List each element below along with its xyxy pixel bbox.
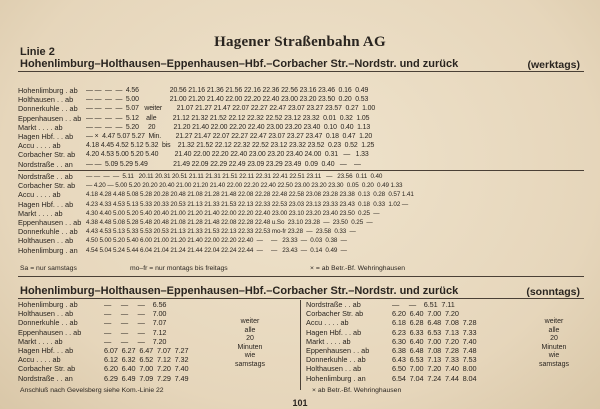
divider — [18, 298, 584, 299]
sunday-right-note: × ab Betr.-Bf. Wehringhausen — [312, 387, 402, 394]
weekday-label: (werktags) — [527, 59, 580, 71]
divider — [18, 276, 584, 277]
block1-stations: Hohenlimburg . ab Holthausen . . ab Donnerkuhle . . ab Eppenhausen . . ab Markt . . . . ab Hagen Hbf. . . ab Accu . . . . ab Corbacher Str. ab Nordstraße . . an — [18, 86, 82, 169]
sunday-right-frequency: weiter alle 20 Minuten wie samstags — [539, 318, 569, 368]
sunday-left-frequency: weiter alle 20 Minuten wie samstags — [235, 318, 265, 368]
divider — [18, 71, 584, 72]
sunday-label: (sonntags) — [526, 286, 580, 298]
note-saturday: Sa = nur samstags — [20, 265, 77, 272]
column-divider — [300, 300, 301, 390]
block2-stations: Nordstraße . . ab Corbacher Str. ab Accu . . . . ab Hagen Hbf. . . ab Markt . . . . ab Eppenhausen . . ab Donnerkuhle . . ab Holthausen . . ab Hohenlimburg . an — [18, 172, 82, 255]
line-label: Linie 2 — [20, 46, 55, 58]
block2-times: — — — — 5.11 20.11 20.31 20.51 21.11 21.31 21.51 22.11 22.31 22.41 22.51 23.11 — 23.56 0.11 0.40 — 4.20 — 5.00 5.20 20.20 20.40 21.00 21.20 21.40 22.00 22.20 22.40 22.50 23.00 23.20 23.30 0.05 0.20 0.49 1.33 4.18 4.28 4.48 5.08 5.28 20.28 20.48 21.08 21.28 21.48 22.08 22.28 22.48 22.58 23.08 23.28 23.38 0.13 0.28 0.57 1.41 4.23 4.33 4.53 5.13 5.33 20.33 20.53 21.13 21.33 21.53 22.13 22.33 22.53 23.03 23.13 23.33 23.43 0.18 0.33 1.02 — 4.30 4.40 5.00 5.20 5.40 20.40 21.00 21.20 21.40 22.00 22.20 22.40 23.00 23.10 23.20 23.40 23.50 0.25 — 4.38 4.48 5.08 5.28 5.48 20.48 21.08 21.28 21.48 22.08 22.28 22.48 u.So 23.10 23.28 — 23.50 0.25 — 4.43 4.53 5.13 5.33 5.53 20.53 21.13 21.33 21.53 22.13 22.33 22.53 mo-fr 23.28 — 23.58 0.33 — 4.50 5.00 5.20 5.40 6.00 21.00 21.20 21.40 22.00 22.20 22.40 — — 23.33 — 0.03 0.38 — 4.54 5.04 5.24 5.44 6.04 21.04 21.24 21.44 22.04 22.24 22.44 — — 23.43 — 0.14 0.49 — — [86, 173, 414, 254]
sunday-right-stations: Nordstraße . . ab Corbacher Str. ab Accu . . . . ab Hagen Hbf. . . ab Markt . . . . ab Eppenhausen . . ab Donnerkuhle . . ab Holthausen . . ab Hohenlimburg . an — [306, 300, 370, 383]
weekday-route-title: Hohenlimburg–Holthausen–Eppenhausen–Hbf.–Corbacher Str.–Nordstr. und zurück — [20, 58, 459, 70]
sunday-right-times: — — 6.51 7.11 6.20 6.40 7.00 7.20 6.18 6.28 6.48 7.08 7.28 6.23 6.33 6.53 7.13 7.33 6.30 6.40 7.00 7.20 7.40 6.38 6.48 7.08 7.28 7.48 6.43 6.53 7.13 7.33 7.53 6.50 7.00 7.20 7.40 8.00 6.54 7.04 7.24 7.44 8.04 — [392, 300, 477, 383]
page-title: Hagener Straßenbahn AG — [214, 34, 386, 50]
page-number: 101 — [292, 398, 308, 408]
sunday-route-title: Hohenlimburg–Holthausen–Eppenhausen–Hbf.–Corbacher Str.–Nordstr. und zurück — [20, 285, 459, 297]
note-mofr: mo–fr = nur montags bis freitags — [130, 265, 228, 272]
sunday-left-stations: Hohenlimburg . ab Holthausen . . ab Donnerkuhle . . ab Eppenhausen . . ab Markt . . . . ab Hagen Hbf. . . ab Accu . . . . ab Corbacher Str. ab Nordstraße . . an — [18, 300, 82, 383]
note-wehringhausen: × = ab Betr.-Bf. Wehringhausen — [310, 265, 406, 272]
sunday-left-note: Anschluß nach Gevelsberg siehe Kom.-Linie 22 — [20, 387, 164, 394]
divider — [18, 170, 584, 171]
block1-times: — — — — 4.56 20.56 21.16 21.36 21.56 22.16 22.36 22.56 23.16 23.46 0.16 0.49 — — — — 5.00 21.00 21.20 21.40 22.00 22.20 22.40 23.00 23.20 23.50 0.20 0.53 — — — — 5.07 weiter 21.07 21.27 21.47 22.07 22.27 22.47 23.07 23.27 23.57 0.27 1.00 — — — — 5.12 alle 21.12 21.32 21.52 22.12 22.32 22.52 23.12 23.32 0.01 0.32 1.05 — — — — 5.20 20 21.20 21.40 22.00 22.20 22.40 23.00 23.20 23.40 0.10 0.40 1.13 — × 4.47 5.07 5.27 Min. 21.27 21.47 22.07 22.27 22.47 23.07 23.27 23.47 0.18 0.47 1.20 4.18 4.45 4.52 5.12 5.32 bis 21.32 21.52 22.12 22.32 22.52 23.12 23.32 23.52 0.23 0.52 1.25 4.20 4.53 5.00 5.20 5.40 21.40 22.00 22.20 22.40 23.00 23.20 23.40 24.00 0.31 — 1.33 — — 5.09 5.29 5.49 21.49 22.09 22.29 22.49 23.09 23.29 23.49 0.09 0.40 — — — [86, 87, 376, 168]
sunday-left-times: — — — 6.56 — — — 7.00 — — — 7.07 — — — 7.12 — — — 7.20 6.07 6.27 6.47 7.07 7.27 6.12 6.32 6.52 7.12 7.32 6.20 6.40 7.00 7.20 7.40 6.29 6.49 7.09 7.29 7.49 — [104, 300, 189, 383]
